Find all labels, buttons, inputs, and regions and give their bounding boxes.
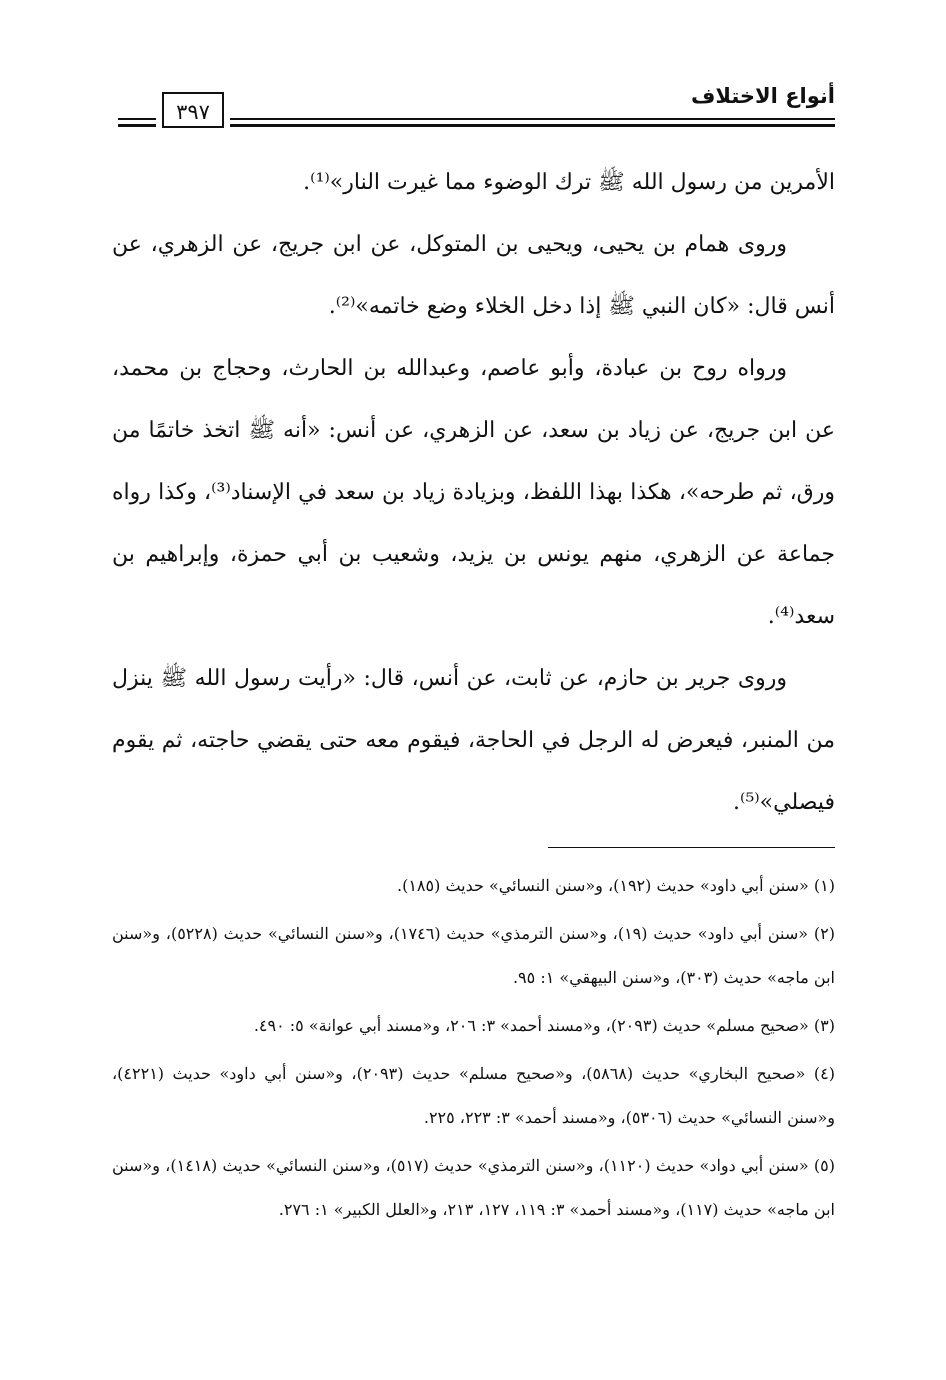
paragraph-3: ورواه روح بن عبادة، وأبو عاصم، وعبدالله بن الحارث، وحجاج بن محمد، عن ابن جريج، عن زياد بن سعد، عن الزهري، عن أنس: «أنه ﷺ اتخذ خاتمًا من ورق، ثم طرحه»، هكذا بهذا اللفظ، وبزيادة زياد بن سعد في الإسناد⁽³⁾، وكذا رواه جماعة عن الزهري، منهم يونس بن يزيد، وشعيب بن أبي حمزة، وإبراهيم بن سعد⁽⁴⁾. — [112, 356, 835, 629]
header-rule-thick — [230, 124, 835, 127]
footnote-3: (٣) «صحيح مسلم» حديث (٢٠٩٣)، و«مسند أحمد» ٣: ٢٠٦، و«مسند أبي عوانة» ٥: ٤٩٠. — [253, 1016, 835, 1035]
main-text — [112, 152, 835, 834]
header-rule-left-thick — [118, 124, 156, 127]
paragraph-2: وروى همام بن يحيى، ويحيى بن المتوكل، عن ابن جريج، عن الزهري، عن أنس قال: «كان النبي ﷺ إذا دخل الخلاء وضع خاتمه»⁽²⁾. — [112, 232, 835, 319]
footnotes — [112, 864, 835, 1236]
running-title: أنواع الاختلاف — [691, 84, 835, 108]
paragraph-4: وروى جرير بن حازم، عن ثابت، عن أنس، قال: «رأيت رسول الله ﷺ ينزل من المنبر، فيعرض له الرجل في الحاجة، فيقوم معه حتى يقضي حاجته، ثم يقوم فيصلي»⁽⁵⁾. — [112, 666, 835, 815]
footnote-2: (٢) «سنن أبي داود» حديث (١٩)، و«سنن الترمذي» حديث (١٧٤٦)، و«سنن النسائي» حديث (٥٢٢٨)، و«سنن ابن ماجه» حديث (٣٠٣)، و«سنن البيهقي» ١: ٩٥. — [112, 924, 836, 987]
header-rule-thin — [230, 118, 835, 120]
header-rule-left-thin — [118, 118, 156, 120]
footnote-1: (١) «سنن أبي داود» حديث (١٩٢)، و«سنن النسائي» حديث (١٨٥). — [397, 876, 835, 895]
paragraph-1: الأمرين من رسول الله ﷺ ترك الوضوء مما غيرت النار»⁽¹⁾. — [303, 170, 835, 195]
page-number: ٣٩٧ — [162, 92, 224, 128]
footnote-4: (٤) «صحيح البخاري» حديث (٥٨٦٨)، و«صحيح مسلم» حديث (٢٠٩٣)، و«سنن أبي داود» حديث (٤٢٢١)، و«سنن النسائي» حديث (٥٣٠٦)، و«مسند أحمد» ٣: ٢٢٣، ٢٢٥. — [112, 1064, 836, 1127]
footnote-divider — [548, 847, 835, 848]
page-header — [110, 78, 835, 134]
footnote-5: (٥) «سنن أبي دواد» حديث (١١٢٠)، و«سنن الترمذي» حديث (٥١٧)، و«سنن النسائي» حديث (١٤١٨)، و«سنن ابن ماجه» حديث (١١٧)، و«مسند أحمد» ٣: ١١٩، ١٢٧، ٢١٣، و«العلل الكبير» ١: ٢٧٦. — [112, 1156, 836, 1219]
